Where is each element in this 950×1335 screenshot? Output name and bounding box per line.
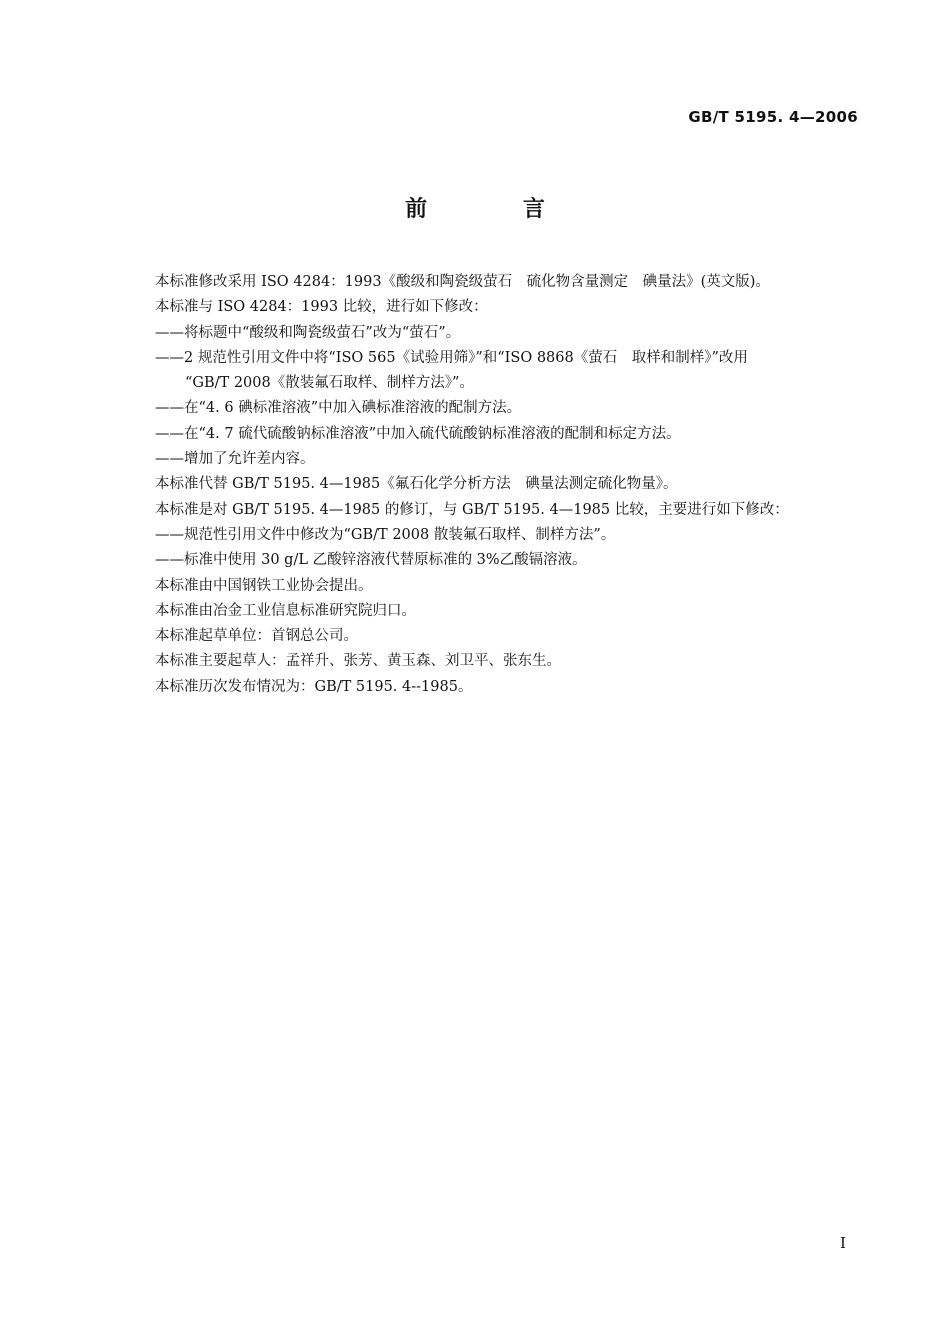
paragraph: 本标准修改采用 ISO 4284：1993《酸级和陶瓷级萤石 硫化物含量测定 碘量法》(英文版)。 [155,274,770,290]
list-item: ——在“4. 6 碘标准溶液”中加入碘标准溶液的配制方法。 [155,400,522,417]
paragraph: 本标准由中国钢铁工业协会提出。 [155,577,373,594]
list-item-continuation: “GB/T 2008《散装氟石取样、制样方法》”。 [185,375,474,392]
paragraph: 本标准历次发布情况为：GB/T 5195. 4--1985。 [155,678,473,695]
list-item: ——标准中使用 30 g/L 乙酸锌溶液代替原标准的 3%乙酸镉溶液。 [155,552,587,569]
paragraph: 本标准代替 GB/T 5195. 4—1985《氟石化学分析方法 碘量法测定硫化物量》。 [155,476,678,493]
body-text [155,270,860,700]
page-title: 前 言 [405,197,589,222]
document-number: GB/T 5195. 4—2006 [688,108,858,126]
paragraph: 本标准主要起草人：孟祥升、张芳、黄玉森、刘卫平、张东生。 [155,653,561,670]
paragraph: 本标准起草单位：首钢总公司。 [155,628,358,645]
list-item: ——增加了允许差内容。 [155,451,315,468]
list-item: ——在“4. 7 硫代硫酸钠标准溶液”中加入硫代硫酸钠标准溶液的配制和标定方法。 [155,425,681,442]
page-number: I [840,1234,846,1252]
list-item: ——2 规范性引用文件中将“ISO 565《试验用筛》”和“ISO 8868《萤石 取样和制样》”改用 [155,349,748,366]
paragraph: 本标准与 ISO 4284：1993 比较，进行如下修改： [155,299,488,316]
paragraph: 本标准是对 GB/T 5195. 4—1985 的修订，与 GB/T 5195. 4—1985 比较，主要进行如下修改： [155,501,789,518]
paragraph: 本标准由冶金工业信息标准研究院归口。 [155,602,416,619]
list-item: ——将标题中“酸级和陶瓷级萤石”改为“萤石”。 [155,324,461,341]
list-item: ——规范性引用文件中修改为“GB/T 2008 散装氟石取样、制样方法”。 [155,526,616,543]
